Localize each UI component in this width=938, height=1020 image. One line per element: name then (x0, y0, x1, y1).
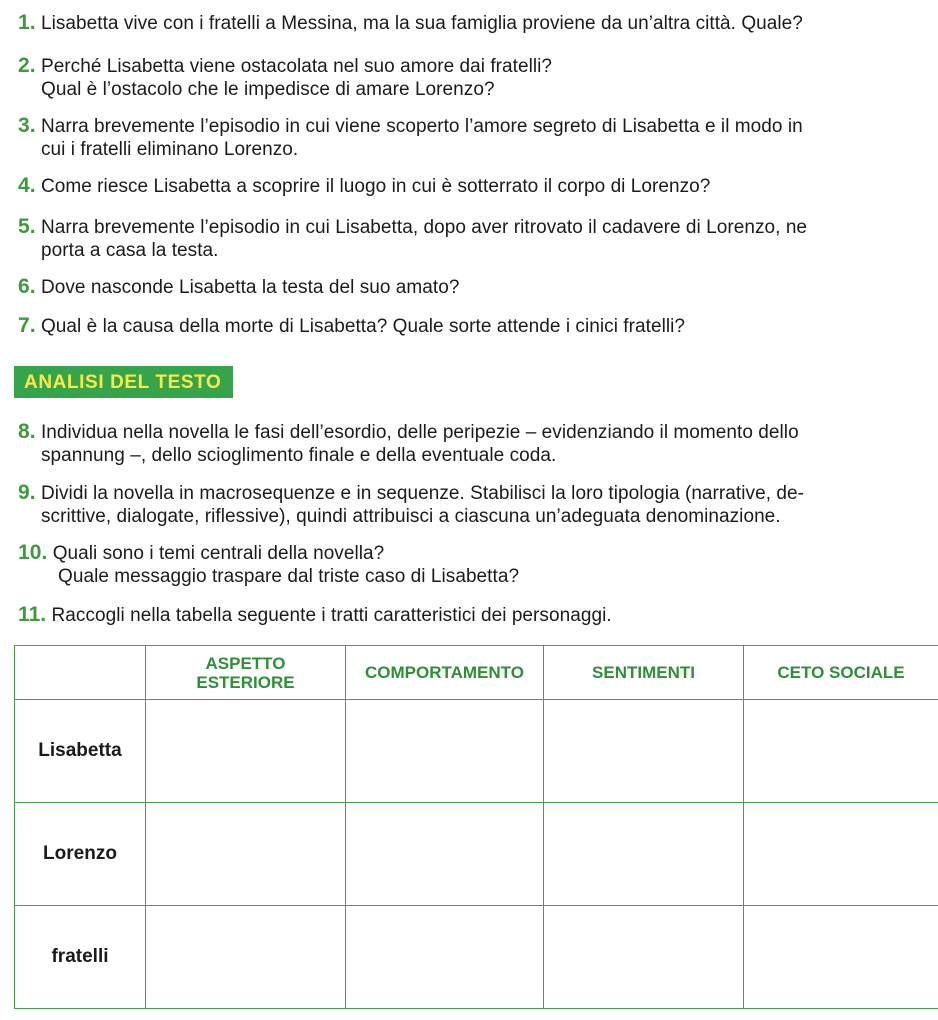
table-row (15, 906, 938, 1009)
question-text: Quale messaggio traspare dal triste caso di Lisabetta? (58, 566, 520, 587)
question-1 (18, 11, 938, 35)
question-number: 4. (18, 174, 36, 197)
answer-cell[interactable] (744, 700, 938, 803)
question-text: Perché Lisabetta viene ostacolata nel suo amore dai fratelli? (40, 56, 553, 77)
question-text: scrittive, dialogate, riflessive), quindi attribuisci a ciascuna un’adeguata denominazione. (41, 506, 781, 527)
question-text: Quali sono i temi centrali della novella? (52, 543, 385, 564)
question-text: Dove nasconde Lisabetta la testa del suo amato? (40, 277, 460, 298)
table-row (15, 700, 938, 803)
question-10 (18, 541, 938, 588)
question-text: Lisabetta vive con i fratelli a Messina, ma la sua famiglia proviene da un’altra città. Quale? (40, 13, 803, 34)
answer-cell[interactable] (146, 803, 346, 906)
question-text: cui i fratelli eliminano Lorenzo. (41, 139, 299, 160)
question-number: 11. (18, 603, 47, 626)
question-number: 9. (18, 481, 36, 504)
row-label-fratelli: fratelli (15, 906, 146, 1009)
question-text: Come riesce Lisabetta a scoprire il luogo in cui è sotterrato il corpo di Lorenzo? (40, 176, 711, 197)
answer-cell[interactable] (544, 700, 744, 803)
question-7 (18, 314, 938, 338)
question-number: 6. (18, 275, 36, 298)
header-label: ASPETTO ESTERIORE (196, 653, 295, 692)
question-number: 1. (18, 11, 36, 34)
answer-cell[interactable] (146, 700, 346, 803)
question-text: Qual è l’ostacolo che le impedisce di amare Lorenzo? (41, 79, 495, 100)
header-aspetto-esteriore (146, 646, 346, 700)
question-number: 7. (18, 314, 36, 337)
question-8 (18, 420, 938, 467)
row-label-lorenzo: Lorenzo (15, 803, 146, 906)
table-row (15, 803, 938, 906)
question-6 (18, 275, 938, 299)
question-4 (18, 174, 938, 198)
header-empty-cell (15, 646, 146, 700)
answer-cell[interactable] (346, 700, 544, 803)
question-text: porta a casa la testa. (41, 240, 219, 261)
question-number: 8. (18, 420, 36, 443)
question-text: Narra brevemente l’episodio in cui viene scoperto l’amore segreto di Lisabetta e il modo in (40, 116, 803, 137)
answer-cell[interactable] (346, 906, 544, 1009)
answer-cell[interactable] (146, 906, 346, 1009)
answer-cell[interactable] (744, 906, 938, 1009)
question-text: Qual è la causa della morte di Lisabetta? Quale sorte attende i cinici fratelli? (40, 316, 685, 337)
question-text: Raccogli nella tabella seguente i tratti caratteristici dei personaggi. (51, 605, 612, 626)
question-number: 5. (18, 215, 36, 238)
question-11 (18, 603, 938, 627)
section-title-badge: ANALISI DEL TESTO (14, 366, 233, 398)
answer-cell[interactable] (346, 803, 544, 906)
question-text: Dividi la novella in macrosequenze e in sequenze. Stabilisci la loro tipologia (narrative, de- (40, 483, 804, 504)
question-number: 10. (18, 541, 48, 564)
answer-cell[interactable] (744, 803, 938, 906)
question-text: Narra brevemente l’episodio in cui Lisabetta, dopo aver ritrovato il cadavere di Lorenzo, ne (40, 217, 808, 238)
header-sentimenti: SENTIMENTI (544, 646, 744, 700)
header-comportamento: COMPORTAMENTO (346, 646, 544, 700)
question-5 (18, 215, 938, 262)
table-header-row (15, 646, 938, 700)
question-number: 3. (18, 114, 36, 137)
question-3 (18, 114, 938, 161)
header-ceto-sociale: CETO SOCIALE (744, 646, 938, 700)
question-number: 2. (18, 54, 36, 77)
characters-table (14, 645, 938, 1009)
question-text: Individua nella novella le fasi dell’esordio, delle peripezie – evidenziando il momento dello (40, 422, 799, 443)
row-label-lisabetta: Lisabetta (15, 700, 146, 803)
question-9 (18, 481, 938, 528)
answer-cell[interactable] (544, 803, 744, 906)
question-2 (18, 54, 938, 101)
question-text: spannung –, dello scioglimento finale e della eventuale coda. (41, 445, 557, 466)
answer-cell[interactable] (544, 906, 744, 1009)
